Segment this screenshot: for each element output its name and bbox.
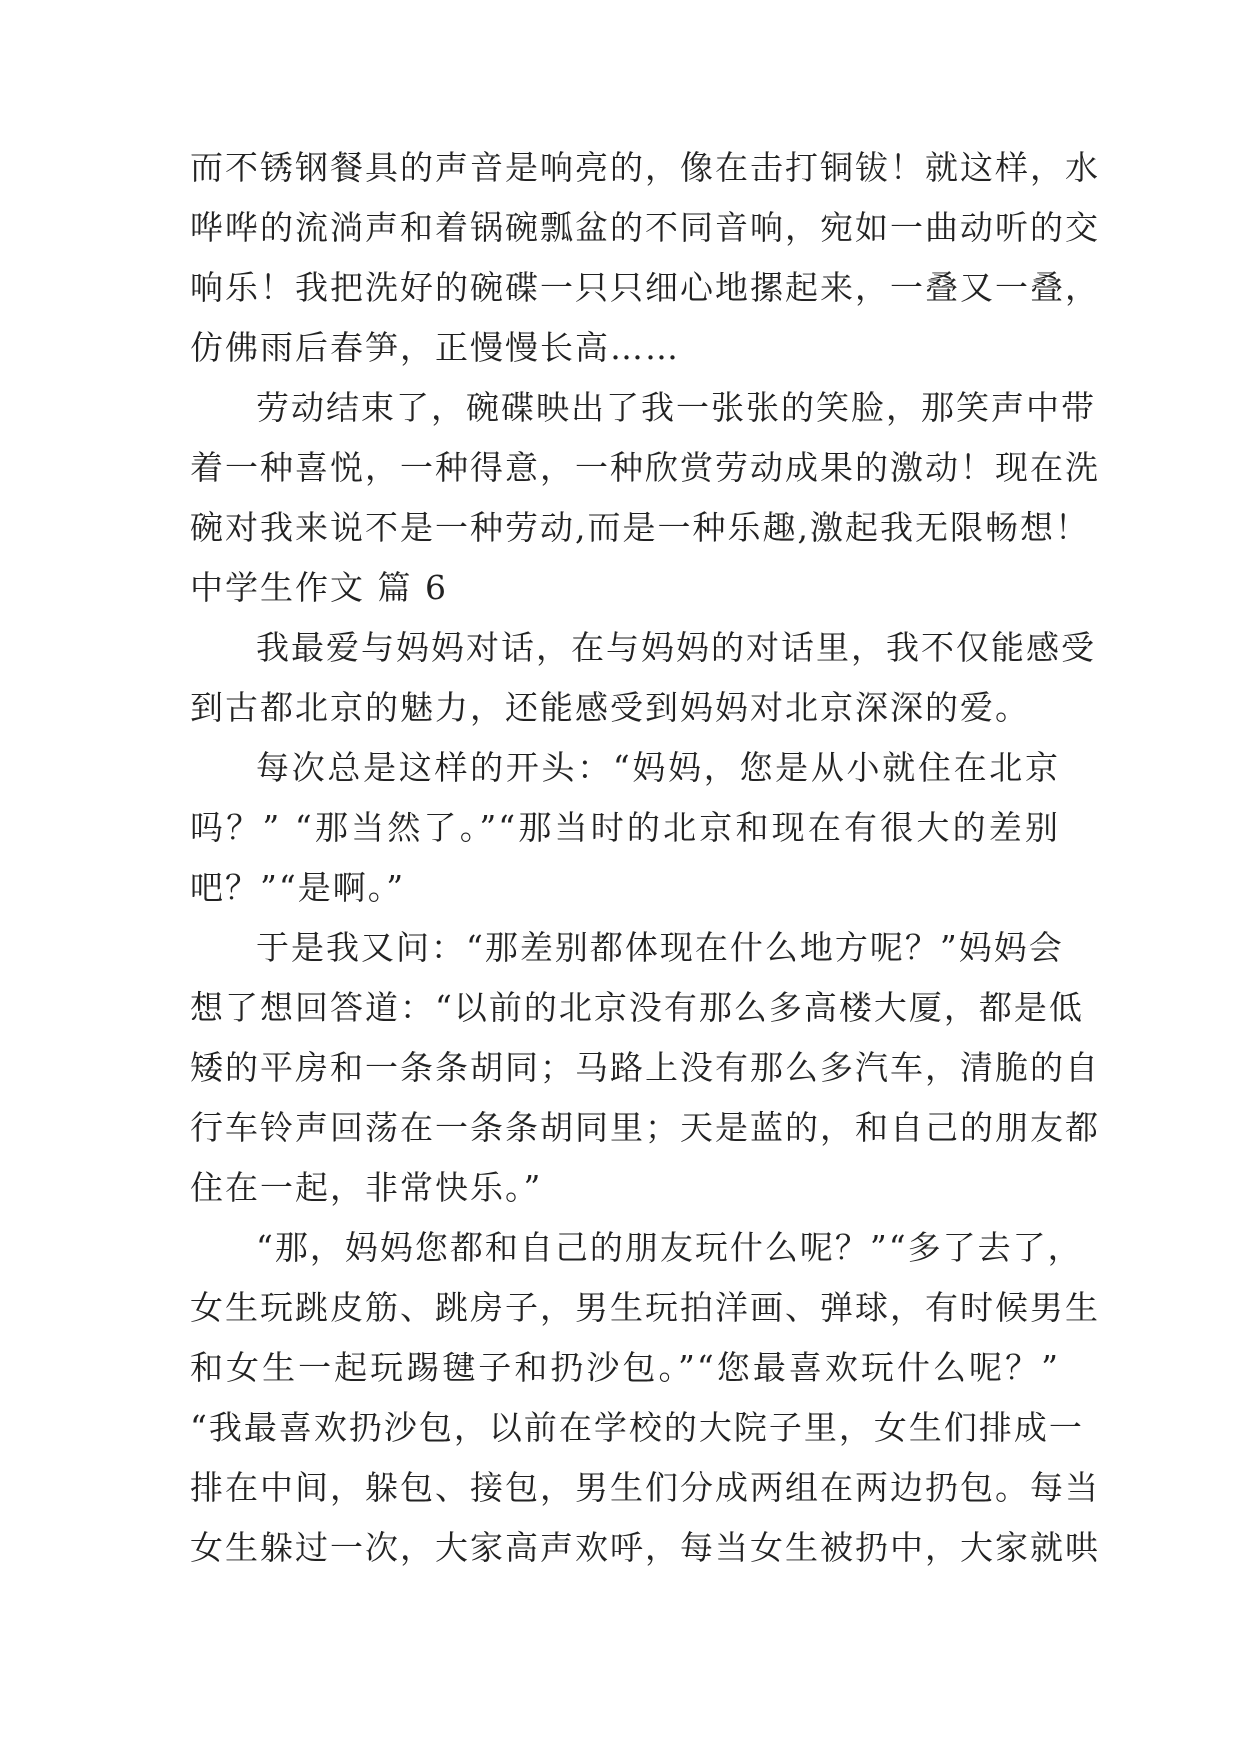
text-line: 吧？”“是啊。”: [190, 868, 406, 907]
paragraph-first-line: “那，妈妈您都和自己的朋友玩什么呢？”“多了去了，: [256, 1228, 1083, 1267]
text-line: 吗？” “那当然了。”“那当时的北京和现在有很大的差别: [190, 808, 1060, 847]
text-line: 女生躲过一次，大家高声欢呼，每当女生被扔中，大家就哄: [190, 1528, 1100, 1567]
text-line: 着一种喜悦，一种得意，一种欣赏劳动成果的激动！现在洗: [190, 448, 1100, 487]
text-line: 矮的平房和一条条胡同；马路上没有那么多汽车，清脆的自: [190, 1048, 1100, 1087]
section-heading: 中学生作文 篇 6: [190, 568, 448, 607]
text-line: 想了想回答道：“以前的北京没有那么多高楼大厦，都是低: [190, 988, 1084, 1027]
text-line: “我最喜欢扔沙包，以前在学校的大院子里，女生们排成一: [190, 1408, 1084, 1447]
text-line: 仿佛雨后春笋，正慢慢长高……: [190, 328, 680, 367]
text-line: 碗对我来说不是一种劳动,而是一种乐趣,激起我无限畅想！: [190, 508, 1090, 547]
text-line: 到古都北京的魅力，还能感受到妈妈对北京深深的爱。: [190, 688, 1030, 727]
paragraph-first-line: 劳动结束了，碗碟映出了我一张张的笑脸，那笑声中带: [256, 388, 1096, 427]
text-line: 响乐！我把洗好的碗碟一只只细心地摞起来，一叠又一叠，: [190, 268, 1100, 307]
paragraph-first-line: 我最爱与妈妈对话，在与妈妈的对话里，我不仅能感受: [256, 628, 1096, 667]
paragraph-first-line: 于是我又问：“那差别都体现在什么地方呢？”妈妈会: [256, 928, 1064, 967]
text-line: 哗哗的流淌声和着锅碗瓢盆的不同音响，宛如一曲动听的交: [190, 208, 1100, 247]
paragraph-first-line: 每次总是这样的开头：“妈妈，您是从小就住在北京: [256, 748, 1060, 787]
text-line: 女生玩跳皮筋、跳房子，男生玩拍洋画、弹球，有时候男生: [190, 1288, 1100, 1327]
text-line: 排在中间，躲包、接包，男生们分成两组在两边扔包。每当: [190, 1468, 1100, 1507]
text-line: 住在一起，非常快乐。”: [190, 1168, 543, 1207]
text-line: 和女生一起玩踢毽子和扔沙包。”“您最喜欢玩什么呢？”: [190, 1348, 1060, 1387]
text-line: 而不锈钢餐具的声音是响亮的，像在击打铜钹！就这样，水: [190, 148, 1100, 187]
text-line: 行车铃声回荡在一条条胡同里；天是蓝的，和自己的朋友都: [190, 1108, 1100, 1147]
